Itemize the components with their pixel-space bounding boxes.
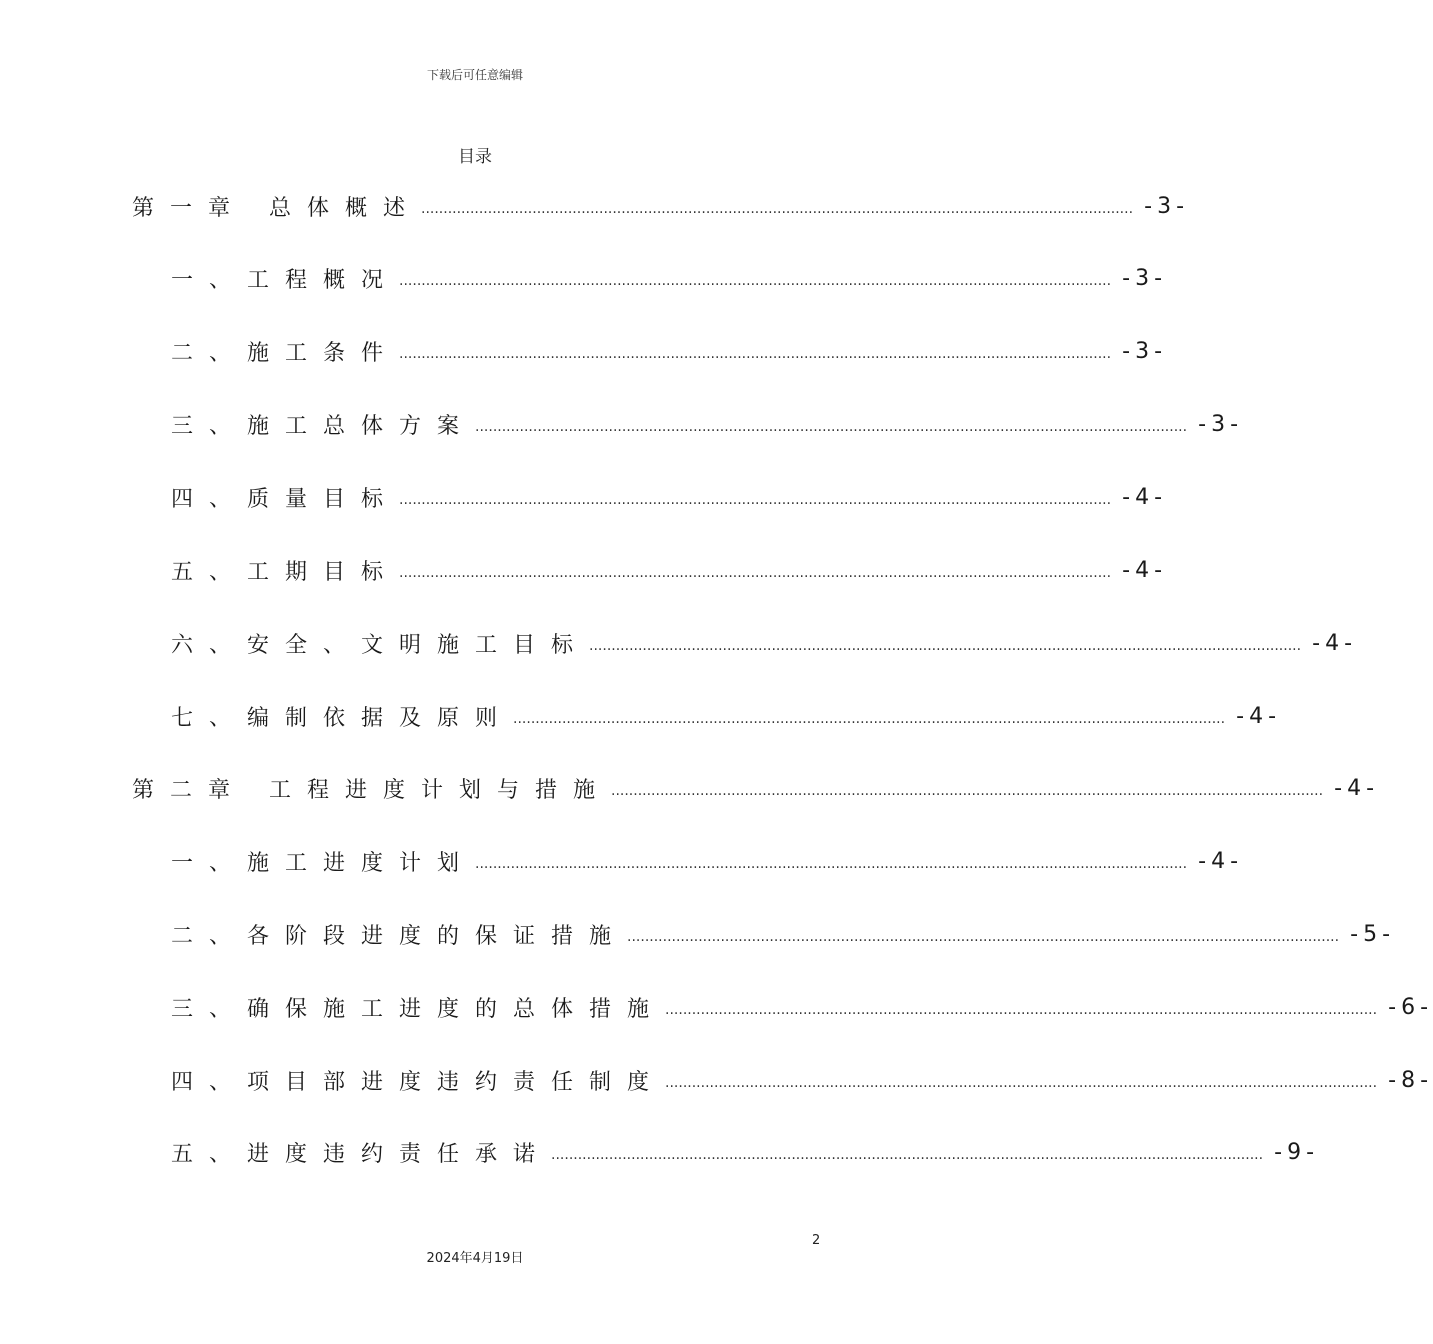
toc-entry[interactable] [171, 248, 1168, 308]
toc-entry-page: -8- [1388, 1067, 1433, 1093]
toc-entry[interactable] [171, 613, 1358, 673]
toc-leader-dots: ................................................................................................................................................................ [421, 201, 1134, 217]
toc-entry-page: -3- [1144, 193, 1190, 219]
page-header: 下载后可任意编辑 [426, 68, 523, 82]
toc-entry-page: -4- [1334, 775, 1380, 801]
toc-leader-dots: ................................................................................................................................................................ [399, 346, 1112, 362]
toc-entry-label: 六、安全、文明施工目标 [171, 632, 590, 658]
toc-entry-chapter-2[interactable] [132, 758, 1380, 818]
toc-leader-dots: ................................................................................................................................................................ [399, 273, 1112, 289]
toc-entry[interactable] [171, 977, 1433, 1037]
toc-entry-chapter-1[interactable] [132, 176, 1190, 236]
toc-leader-dots: ................................................................................................................................................................ [589, 638, 1302, 654]
toc-entry-label: 三、确保施工进度的总体措施 [171, 996, 666, 1022]
toc-entry-label: 四、质量目标 [171, 486, 400, 512]
toc-entry-page: -3- [1122, 265, 1168, 291]
toc-entry-label: 四、项目部进度违约责任制度 [171, 1069, 666, 1095]
toc-entry-page: -4- [1236, 703, 1282, 729]
toc-leader-dots: ................................................................................................................................................................ [399, 565, 1112, 581]
toc-entry-page: -3- [1198, 411, 1244, 437]
toc-entry-page: -9- [1274, 1139, 1320, 1165]
toc-leader-dots: ................................................................................................................................................................ [627, 929, 1340, 945]
toc-entry-label: 第二章 工程进度计划与措施 [132, 777, 611, 803]
toc-title: 目录 [458, 147, 492, 167]
toc-entry-label: 三、施工总体方案 [171, 413, 476, 439]
toc-entry[interactable] [171, 1122, 1320, 1182]
toc-entry-label: 一、工程概况 [171, 267, 400, 293]
toc-entry-label: 二、施工条件 [171, 340, 400, 366]
toc-entry-label: 五、工期目标 [171, 559, 400, 585]
toc-entry-label: 五、进度违约责任承诺 [171, 1141, 552, 1167]
toc-entry[interactable] [171, 1050, 1433, 1110]
page-number: 2 [812, 1233, 821, 1248]
toc-entry-page: -4- [1198, 848, 1244, 874]
toc-entry[interactable] [171, 321, 1168, 381]
toc-entry-page: -6- [1388, 994, 1433, 1020]
toc-entry[interactable] [171, 394, 1244, 454]
toc-entry[interactable] [171, 831, 1244, 891]
toc-entry-label: 七、编制依据及原则 [171, 705, 514, 731]
toc-leader-dots: ................................................................................................................................................................ [513, 711, 1226, 727]
toc-entry-label: 二、各阶段进度的保证措施 [171, 923, 628, 949]
toc-entry-page: -4- [1122, 557, 1168, 583]
toc-entry-label: 第一章 总体概述 [132, 195, 421, 221]
toc-leader-dots: ................................................................................................................................................................ [665, 1075, 1378, 1091]
page-footer-date: 2024年4月19日 [426, 1251, 524, 1266]
toc-entry[interactable] [171, 540, 1168, 600]
toc-entry[interactable] [171, 686, 1282, 746]
toc-entry-label: 一、施工进度计划 [171, 850, 476, 876]
toc-leader-dots: ................................................................................................................................................................ [665, 1002, 1378, 1018]
toc-entry-page: -4- [1312, 630, 1358, 656]
toc-leader-dots: ................................................................................................................................................................ [399, 492, 1112, 508]
toc-entry-page: -5- [1350, 921, 1396, 947]
toc-entry-page: -3- [1122, 338, 1168, 364]
toc-leader-dots: ................................................................................................................................................................ [611, 783, 1324, 799]
toc-leader-dots: ................................................................................................................................................................ [475, 419, 1188, 435]
toc-entry-page: -4- [1122, 484, 1168, 510]
toc-entry[interactable] [171, 904, 1396, 964]
toc-entry[interactable] [171, 467, 1168, 527]
toc-leader-dots: ................................................................................................................................................................ [551, 1147, 1264, 1163]
toc-leader-dots: ................................................................................................................................................................ [475, 856, 1188, 872]
